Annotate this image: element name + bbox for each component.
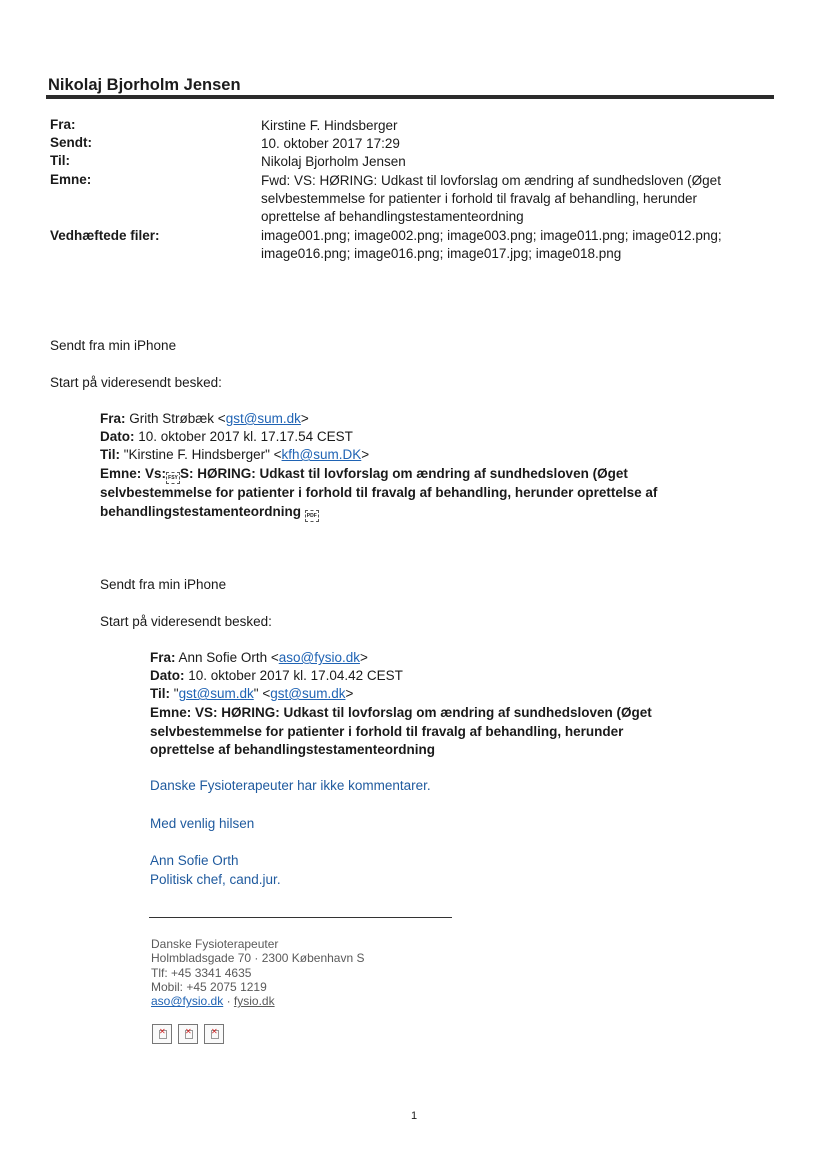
fwd2-subject — [150, 704, 652, 760]
fwd1-from-email-link[interactable]: gst@sum.dk — [225, 411, 301, 426]
fwd1-subject-line — [100, 503, 657, 522]
sent-value: 10. oktober 2017 17:29 — [261, 136, 400, 151]
signature-web-link[interactable]: fysio.dk — [233, 994, 275, 1009]
signature-org: Danske Fysioterapeuter — [151, 937, 279, 951]
from-label: Fra: — [50, 117, 76, 132]
broken-image-icon — [178, 1024, 198, 1044]
broken-image-mark — [185, 1030, 193, 1039]
subject-line: oprettelse af behandlingstestamenteordning — [261, 209, 524, 225]
fwd2-sender-name: Ann Sofie Orth — [150, 853, 239, 868]
attachments-line: image001.png; image002.png; image003.png; image011.png; image012.png; — [261, 228, 722, 243]
mailbox-owner-name: Nikolaj Bjorholm Jensen — [48, 76, 241, 94]
attachment-placeholder-icon: FSY — [166, 472, 180, 484]
broken-image-mark — [159, 1030, 167, 1039]
forwarded-message-intro-2: Start på videresendt besked: — [100, 614, 272, 629]
fwd2-to — [150, 686, 353, 701]
fwd2-to-close: > — [345, 686, 354, 701]
fwd1-to-email-link[interactable]: kfh@sum.DK — [281, 447, 362, 462]
to-value: Nikolaj Bjorholm Jensen — [261, 154, 406, 169]
fwd2-subject-line: Emne: VS: HØRING: Udkast til lovforslag om ændring af sundhedsloven (Øget — [150, 705, 652, 720]
fwd1-date-value: 10. oktober 2017 kl. 17.17.54 CEST — [138, 429, 353, 444]
broken-image-icon — [152, 1024, 172, 1044]
header-rule — [46, 95, 774, 99]
fwd1-to-label: Til: — [100, 447, 120, 462]
fwd2-to-label: Til: — [150, 686, 170, 701]
subject-label: Emne: — [50, 172, 92, 187]
fwd1-from-label: Fra: — [100, 411, 126, 426]
sent-from-iphone-2: Sendt fra min iPhone — [100, 577, 227, 592]
fwd1-from-name: Grith Strøbæk < — [129, 411, 226, 426]
subject-line: Fwd: VS: HØRING: Udkast til lovforslag om ændring af sundhedsloven (Øget — [261, 173, 721, 188]
fwd2-from-label: Fra: — [150, 650, 176, 665]
signature-email-link[interactable]: aso@fysio.dk — [151, 994, 224, 1009]
fwd2-from — [150, 650, 368, 665]
fwd2-to-quote: " — [173, 686, 179, 701]
fwd2-from-name: Ann Sofie Orth < — [178, 650, 279, 665]
fwd2-subject-line: oprettelse af behandlingstestamenteordning — [150, 742, 436, 757]
fwd2-date-label: Dato: — [150, 668, 185, 683]
fwd1-subject-rest: S: HØRING: Udkast til lovforslag om ændring af sundhedsloven (Øget — [180, 466, 628, 481]
signature-sep: · — [226, 994, 231, 1009]
fwd2-from-close: > — [359, 650, 368, 665]
fwd2-sender-title: Politisk chef, cand.jur. — [150, 872, 281, 887]
fwd1-date-label: Dato: — [100, 429, 135, 444]
fwd2-from-email-link[interactable]: aso@fysio.dk — [278, 650, 360, 665]
to-label: Til: — [50, 153, 70, 168]
signature-mobile: Mobil: +45 2075 1219 — [151, 979, 267, 994]
subject-value — [261, 172, 721, 227]
signature-rule — [149, 917, 452, 918]
fwd2-to-mid: " < — [253, 686, 271, 701]
fwd1-subject-prefix: Emne: Vs: — [100, 466, 167, 481]
attachments-value — [261, 227, 722, 263]
forwarded-message-intro: Start på videresendt besked: — [50, 375, 222, 390]
sent-label: Sendt: — [50, 135, 92, 150]
pdf-placeholder-icon: PDF — [305, 510, 319, 522]
broken-image-mark — [211, 1030, 219, 1039]
fwd2-date — [150, 668, 403, 683]
fwd1-to — [100, 447, 369, 462]
fwd1-from-close: > — [300, 411, 309, 426]
fwd1-subject-line: selvbestemmelse for patienter i forhold til fravalg af behandling, herunder oprettelse af — [100, 485, 658, 500]
fwd1-from — [100, 411, 309, 426]
broken-image-icon — [204, 1024, 224, 1044]
fwd1-to-name: "Kirstine F. Hindsberger" < — [123, 447, 282, 462]
fwd1-subject — [100, 465, 657, 522]
fwd2-message: Danske Fysioterapeuter har ikke kommentarer. — [150, 778, 431, 793]
fwd2-to-email-link[interactable]: gst@sum.dk — [178, 686, 254, 701]
fwd2-greeting: Med venlig hilsen — [150, 816, 255, 831]
attachments-label: Vedhæftede filer: — [50, 228, 160, 243]
fwd1-date — [100, 429, 353, 444]
signature-block — [151, 937, 364, 1008]
fwd2-subject-line: selvbestemmelse for patienter i forhold til fravalg af behandling, herunder — [150, 723, 624, 739]
signature-phone: Tlf: +45 3341 4635 — [151, 965, 252, 980]
sent-from-iphone: Sendt fra min iPhone — [50, 338, 177, 353]
subject-line: selvbestemmelse for patienter i forhold til fravalg af behandling, herunder — [261, 191, 697, 207]
fwd1-subject-line — [100, 465, 657, 484]
signature-address: Holmbladsgade 70 · 2300 København S — [151, 951, 365, 966]
page-number: 1 — [411, 1110, 418, 1122]
fwd1-to-close: > — [361, 447, 370, 462]
fwd2-date-value: 10. oktober 2017 kl. 17.04.42 CEST — [188, 668, 403, 683]
fwd1-subject-end: behandlingstestamenteordning — [100, 503, 302, 519]
fwd2-to-email-link-2[interactable]: gst@sum.dk — [270, 686, 346, 701]
signature-links — [151, 994, 364, 1008]
attachments-line: image016.png; image016.png; image017.jpg; image018.png — [261, 246, 622, 262]
from-value: Kirstine F. Hindsberger — [261, 118, 398, 133]
